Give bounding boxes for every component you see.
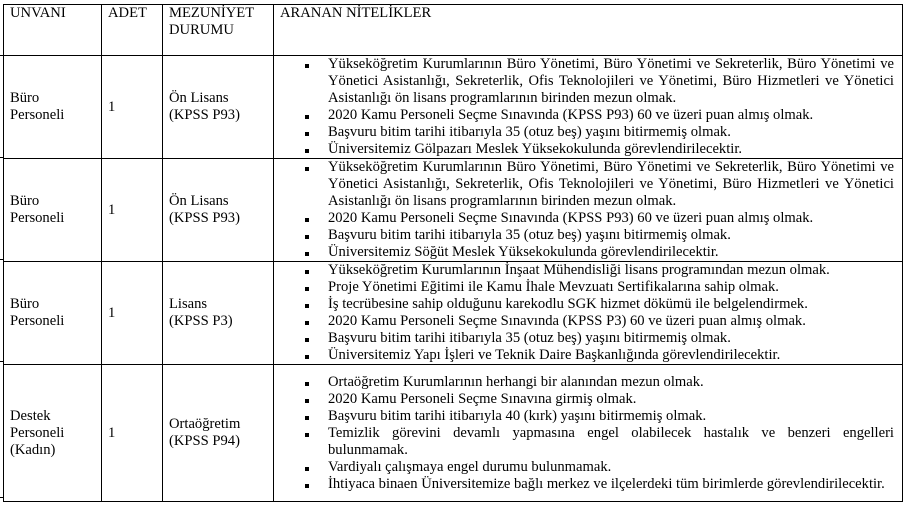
header-education-line: MEZUNİYET: [169, 5, 255, 21]
square-bullet-icon: [305, 467, 309, 471]
header-education-line: DURUMU: [169, 22, 234, 38]
education-line: Lisans: [169, 296, 208, 312]
table-header-row: [4, 5, 903, 56]
header-title-label: UNVANI: [10, 5, 66, 21]
row-rule-extension: [0, 55, 4, 56]
row-rule-extension: [0, 361, 4, 362]
education-line: Ön Lisans: [169, 90, 229, 106]
count-cell: 1: [102, 365, 163, 502]
requirement-item: [328, 459, 894, 476]
square-bullet-icon: [305, 235, 309, 239]
requirement-text: Üniversitemiz Yapı İşleri ve Teknik Daire Başkanlığında görevlendirilecektir.: [328, 347, 781, 363]
requirement-item: [328, 391, 894, 408]
requirements-cell: [274, 262, 903, 365]
requirements-list: [280, 262, 894, 364]
education-cell: [163, 56, 274, 159]
title-line: Personeli: [10, 424, 65, 441]
title-cell: [4, 262, 102, 365]
requirement-item: [328, 279, 894, 296]
requirement-text: Başvuru bitim tarihi itibarıyla 35 (otuz beş) yaşını bitirmemiş olmak.: [328, 124, 731, 140]
square-bullet-icon: [305, 115, 309, 119]
requirement-text: Başvuru bitim tarihi itibarıyla 35 (otuz beş) yaşını bitirmemiş olmak.: [328, 330, 731, 346]
requirement-text: Üniversitemiz Gölpazarı Meslek Yüksekokulunda görevlendirilecektir.: [328, 141, 743, 157]
square-bullet-icon: [305, 338, 309, 342]
requirement-item: [328, 141, 894, 158]
square-bullet-icon: [305, 382, 309, 386]
requirement-item: [328, 296, 894, 313]
requirement-item: [328, 408, 894, 425]
requirement-item: [328, 347, 894, 364]
square-bullet-icon: [305, 167, 309, 171]
requirement-text: 2020 Kamu Personeli Seçme Sınavında (KPSS P93) 60 ve üzeri puan almış olmak.: [328, 107, 814, 123]
square-bullet-icon: [305, 304, 309, 308]
education-line: (KPSS P94): [169, 433, 240, 449]
title-cell: [4, 56, 102, 159]
requirement-item: [328, 330, 894, 347]
education-line: (KPSS P93): [169, 107, 240, 123]
title-cell: [4, 159, 102, 262]
requirements-cell: [274, 159, 903, 262]
requirement-item: [328, 124, 894, 141]
requirement-text: Yükseköğretim Kurumlarının Büro Yönetimi, Büro Yönetimi ve Sekreterlik, Büro Yönetimi ve Yönetici Asistanlığı, Sekreterlik, Ofis Teknolojileri ve Yönetimi, Büro Hizmetleri ve Yönetici Asistanlığı ön lisans programlarının birinden mezun olmak.: [328, 56, 894, 106]
header-requirements-label: ARANAN NİTELİKLER: [280, 5, 432, 21]
requirement-item: [328, 476, 894, 493]
requirements-list: [280, 374, 894, 493]
table-row: [4, 56, 903, 159]
square-bullet-icon: [305, 64, 309, 68]
row-rule-extension: [0, 157, 4, 158]
title-line: Personeli: [10, 107, 65, 123]
requirement-item: [328, 313, 894, 330]
header-count: [102, 5, 163, 56]
square-bullet-icon: [305, 399, 309, 403]
education-line: Ön Lisans: [169, 193, 229, 209]
square-bullet-icon: [305, 218, 309, 222]
table-row: [4, 159, 903, 262]
square-bullet-icon: [305, 132, 309, 136]
square-bullet-icon: [305, 355, 309, 359]
square-bullet-icon: [305, 149, 309, 153]
education-line: Ortaöğretim: [169, 416, 241, 432]
requirement-item: [328, 159, 894, 210]
header-education: [163, 5, 274, 56]
square-bullet-icon: [305, 484, 309, 488]
requirement-text: Ortaöğretim Kurumlarının herhangi bir alanından mezun olmak.: [328, 373, 704, 390]
title-line: (Kadın): [10, 441, 56, 458]
education-line: (KPSS P3): [169, 313, 233, 329]
square-bullet-icon: [305, 321, 309, 325]
requirement-text: İş tecrübesine sahip olduğunu karekodlu SGK hizmet dökümü ile belgelendirmek.: [328, 296, 808, 312]
requirements-list: [280, 159, 894, 261]
education-cell: [163, 159, 274, 262]
education-cell: [163, 365, 274, 502]
requirement-item: [328, 227, 894, 244]
count-cell: 1: [102, 56, 163, 159]
title-line: Büro: [10, 193, 40, 209]
requirement-text: Yükseköğretim Kurumlarının Büro Yönetimi, Büro Yönetimi ve Sekreterlik, Büro Yönetimi ve Yönetici Asistanlığı, Sekreterlik, Ofis Teknolojileri ve Yönetimi, Büro Hizmetleri ve Yönetici Asistanlığı ön lisans programlarının birinden mezun olmak.: [328, 159, 894, 209]
requirement-text: Üniversitemiz Söğüt Meslek Yüksekokulunda görevlendirilecektir.: [328, 244, 719, 260]
requirement-item: [328, 107, 894, 124]
count-cell: 1: [102, 159, 163, 262]
requirement-item: [328, 262, 894, 279]
title-line: Personeli: [10, 313, 65, 329]
requirement-text: 2020 Kamu Personeli Seçme Sınavında (KPSS P93) 60 ve üzeri puan almış olmak.: [328, 210, 814, 226]
requirement-text: Temizlik görevini devamlı yapmasına engel olabilecek hastalık ve benzeri engelleri bulunmamak.: [328, 424, 894, 458]
square-bullet-icon: [305, 433, 309, 437]
requirement-text: 2020 Kamu Personeli Seçme Sınavına girmiş olmak.: [328, 390, 637, 407]
requirement-text: 2020 Kamu Personeli Seçme Sınavında (KPSS P3) 60 ve üzeri puan almış olmak.: [328, 313, 806, 329]
title-cell: [4, 365, 102, 502]
requirement-text: Yükseköğretim Kurumlarının İnşaat Mühendisliği lisans programından mezun olmak.: [328, 262, 830, 278]
requirement-item: [328, 374, 894, 391]
row-rule-extension: [0, 259, 4, 260]
title-line: Büro: [10, 296, 40, 312]
header-count-label: ADET: [108, 5, 147, 21]
count-cell: 1: [102, 262, 163, 365]
positions-table: [3, 4, 903, 502]
education-cell: [163, 262, 274, 365]
header-requirements: [274, 5, 903, 56]
education-line: (KPSS P93): [169, 210, 240, 226]
table-row: [4, 262, 903, 365]
square-bullet-icon: [305, 252, 309, 256]
title-line: Personeli: [10, 210, 65, 226]
table-row: [4, 365, 903, 502]
requirement-text: Proje Yönetimi Eğitimi ile Kamu İhale Mevzuatı Sertifikalarına sahip olmak.: [328, 279, 779, 295]
title-line: Büro: [10, 90, 40, 106]
requirement-item: [328, 244, 894, 261]
header-title: [4, 5, 102, 56]
requirement-item: [328, 425, 894, 459]
requirement-text: Başvuru bitim tarihi itibarıyla 40 (kırk) yaşını bitirmemiş olmak.: [328, 407, 707, 424]
requirement-text: Başvuru bitim tarihi itibarıyla 35 (otuz beş) yaşını bitirmemiş olmak.: [328, 227, 731, 243]
requirement-item: [328, 210, 894, 227]
requirements-list: [280, 56, 894, 158]
square-bullet-icon: [305, 416, 309, 420]
requirement-text: Vardiyalı çalışmaya engel durumu bulunmamak.: [328, 458, 612, 475]
title-line: Destek: [10, 407, 51, 424]
row-rule-extension: [0, 497, 4, 498]
square-bullet-icon: [305, 287, 309, 291]
requirements-cell: [274, 56, 903, 159]
square-bullet-icon: [305, 270, 309, 274]
requirements-cell: [274, 365, 903, 502]
requirement-text: İhtiyaca binaen Üniversitemize bağlı merkez ve ilçelerdeki tüm birimlerde görevlendirilecektir.: [328, 475, 885, 492]
requirement-item: [328, 56, 894, 107]
